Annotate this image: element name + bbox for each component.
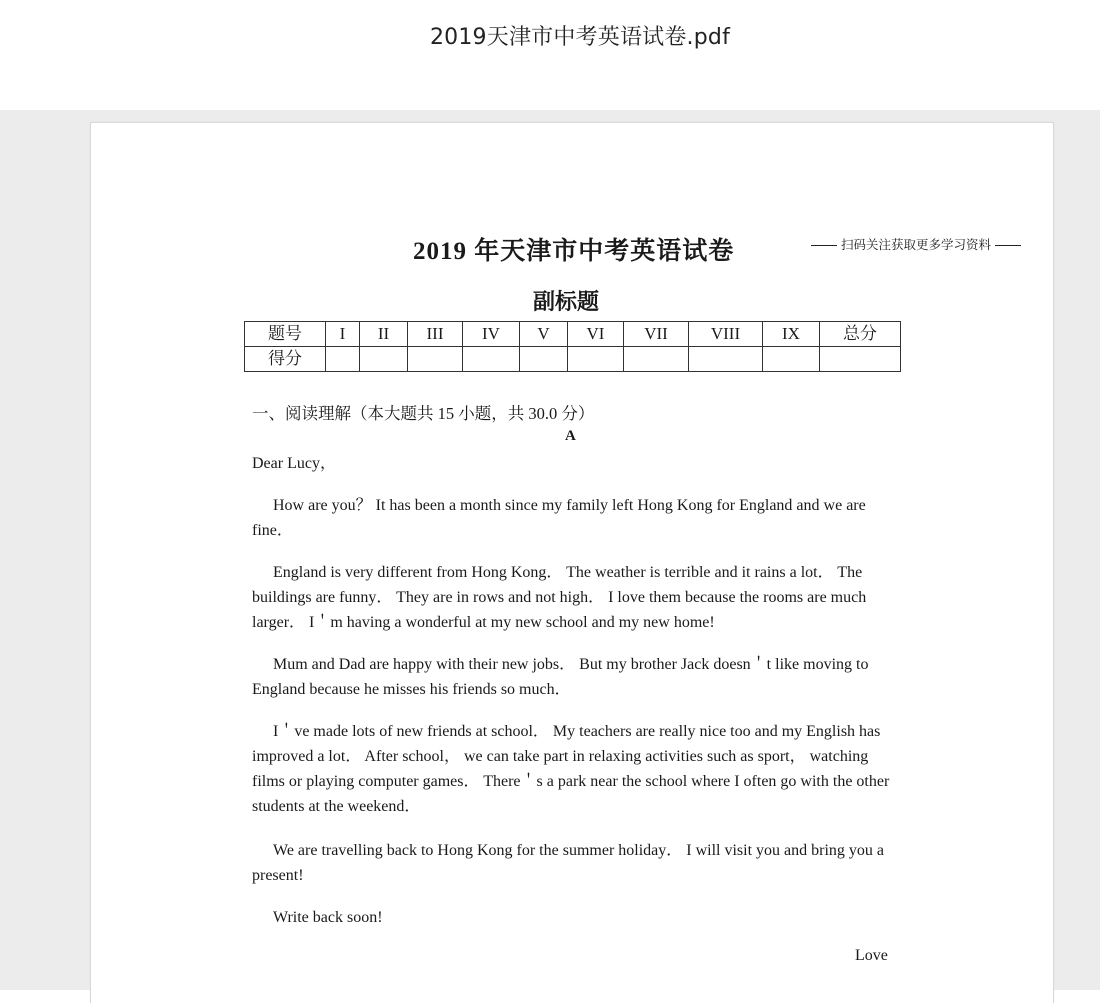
score-cell xyxy=(463,347,520,372)
score-table-score-row xyxy=(245,347,901,372)
viewer-title-bar xyxy=(0,0,1100,110)
document-title: 2019 年天津市中考英语试卷 xyxy=(413,238,735,265)
column-header: IX xyxy=(763,322,820,347)
column-header: IV xyxy=(463,322,520,347)
column-header: 总分 xyxy=(820,322,901,347)
score-cell xyxy=(763,347,820,372)
paragraph: How are you？ It has been a month since my family left Hong Kong for England and we are fine． xyxy=(252,497,866,539)
letter-closing: Love xyxy=(855,947,888,964)
dash-left xyxy=(811,245,837,246)
letter-greeting: Dear Lucy， xyxy=(252,455,336,472)
column-header: VIII xyxy=(689,322,763,347)
paragraph: We are travelling back to Hong Kong for the summer holiday． I will visit you and bring you a present! xyxy=(252,842,885,884)
score-cell xyxy=(360,347,408,372)
pdf-page xyxy=(90,122,1054,1003)
score-cell xyxy=(520,347,568,372)
score-cell xyxy=(326,347,360,372)
column-header: V xyxy=(520,322,568,347)
column-header: VII xyxy=(624,322,689,347)
column-header: III xyxy=(408,322,463,347)
dash-right xyxy=(995,245,1021,246)
passage-label: A xyxy=(565,428,576,444)
row-label: 题号 xyxy=(245,322,326,347)
paragraph: Write back soon! xyxy=(273,909,383,926)
score-cell xyxy=(408,347,463,372)
column-header: II xyxy=(360,322,408,347)
column-header: I xyxy=(326,322,360,347)
file-title: 2019天津市中考英语试卷.pdf xyxy=(429,25,731,50)
score-cell xyxy=(624,347,689,372)
score-table-header-row xyxy=(245,322,901,347)
paragraph: England is very different from Hong Kong． The weather is terrible and it rains a lot． The buildings are funny． They are in rows and not high． I love them because the rooms are much larger． I＇m having a wonderful at my new school and my new home! xyxy=(252,564,867,631)
paragraph: I＇ve made lots of new friends at school． My teachers are really nice too and my English has improved a lot． After school， we can take part in relaxing activities such as sport， watching films or playing computer games． There＇s a park near the school where I often go with the other students at the weekend． xyxy=(252,723,890,815)
score-cell xyxy=(820,347,901,372)
row-label: 得分 xyxy=(245,347,326,372)
score-cell xyxy=(689,347,763,372)
qr-note-text: 扫码关注获取更多学习资料 xyxy=(841,237,992,252)
score-table xyxy=(244,321,901,372)
column-header: VI xyxy=(568,322,624,347)
qr-note xyxy=(807,235,1025,253)
pdf-viewer[interactable] xyxy=(0,110,1100,990)
document-subtitle: 副标题 xyxy=(533,289,600,314)
paragraph: Mum and Dad are happy with their new jobs． But my brother Jack doesn＇t like moving to England because he misses his friends so much． xyxy=(252,656,869,698)
score-cell xyxy=(568,347,624,372)
section-heading: 一、阅读理解（本大题共 15 小题，共 30.0 分） xyxy=(252,404,595,423)
